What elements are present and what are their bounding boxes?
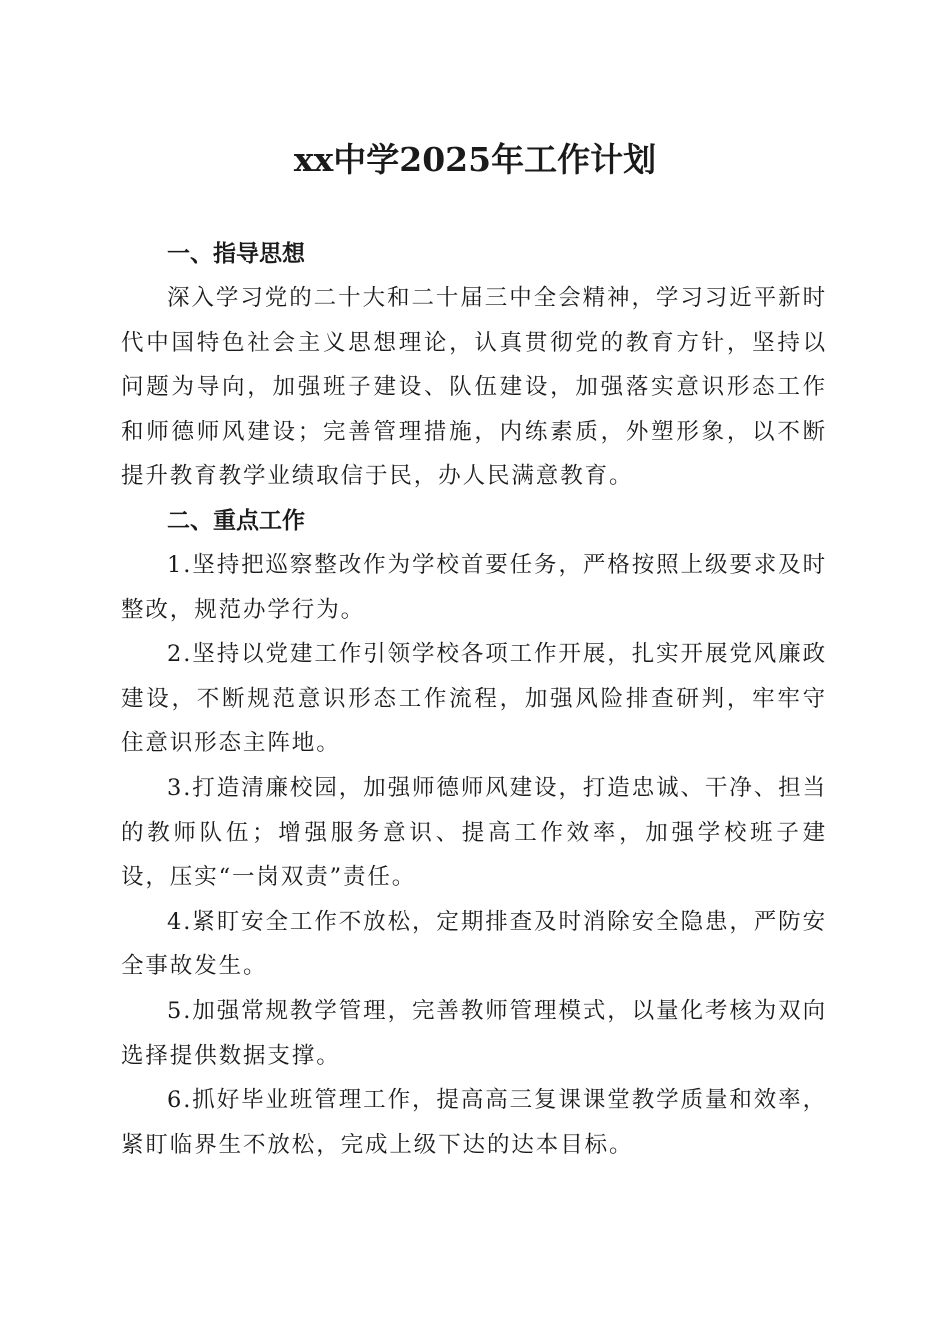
list-item: 1.坚持把巡察整改作为学校首要任务，严格按照上级要求及时整改，规范办学行为。 xyxy=(121,551,827,623)
section-paragraph: 深入学习党的二十大和二十届三中全会精神，学习习近平新时代中国特色社会主义思想理论，认真贯彻党的教育方针，坚持以问题为导向，加强班子建设、队伍建设，加强落实意识形态工作和师德师风建设；完善管理措施，内练素质，外塑形象，以不断提升教育教学业绩取信于民，办人民满意教育。 xyxy=(121,285,827,490)
section-heading: 一、指导思想 xyxy=(167,241,305,267)
document-title: xx中学2025年工作计划 xyxy=(293,140,657,179)
section-key-work xyxy=(121,499,827,1167)
list-item: 5.加强常规教学管理，完善教师管理模式，以量化考核为双向选择提供数据支撑。 xyxy=(121,997,827,1069)
list-item: 3.打造清廉校园，加强师德师风建设，打造忠诚、干净、担当的教师队伍；增强服务意识、提高工作效率，加强学校班子建设，压实“一岗双责”责任。 xyxy=(121,774,827,891)
document-body xyxy=(121,232,827,1167)
section-guiding-ideology xyxy=(121,232,827,499)
section-heading: 二、重点工作 xyxy=(167,507,305,534)
list-item: 4.紧盯安全工作不放松，定期排查及时消除安全隐患，严防安全事故发生。 xyxy=(121,908,827,980)
list-item: 6.抓好毕业班管理工作，提高高三复课课堂教学质量和效率，紧盯临界生不放松，完成上级下达的达本目标。 xyxy=(121,1087,827,1158)
list-item: 2.坚持以党建工作引领学校各项工作开展，扎实开展党风廉政建设，不断规范意识形态工作流程，加强风险排查研判，牢牢守住意识形态主阵地。 xyxy=(121,641,827,757)
